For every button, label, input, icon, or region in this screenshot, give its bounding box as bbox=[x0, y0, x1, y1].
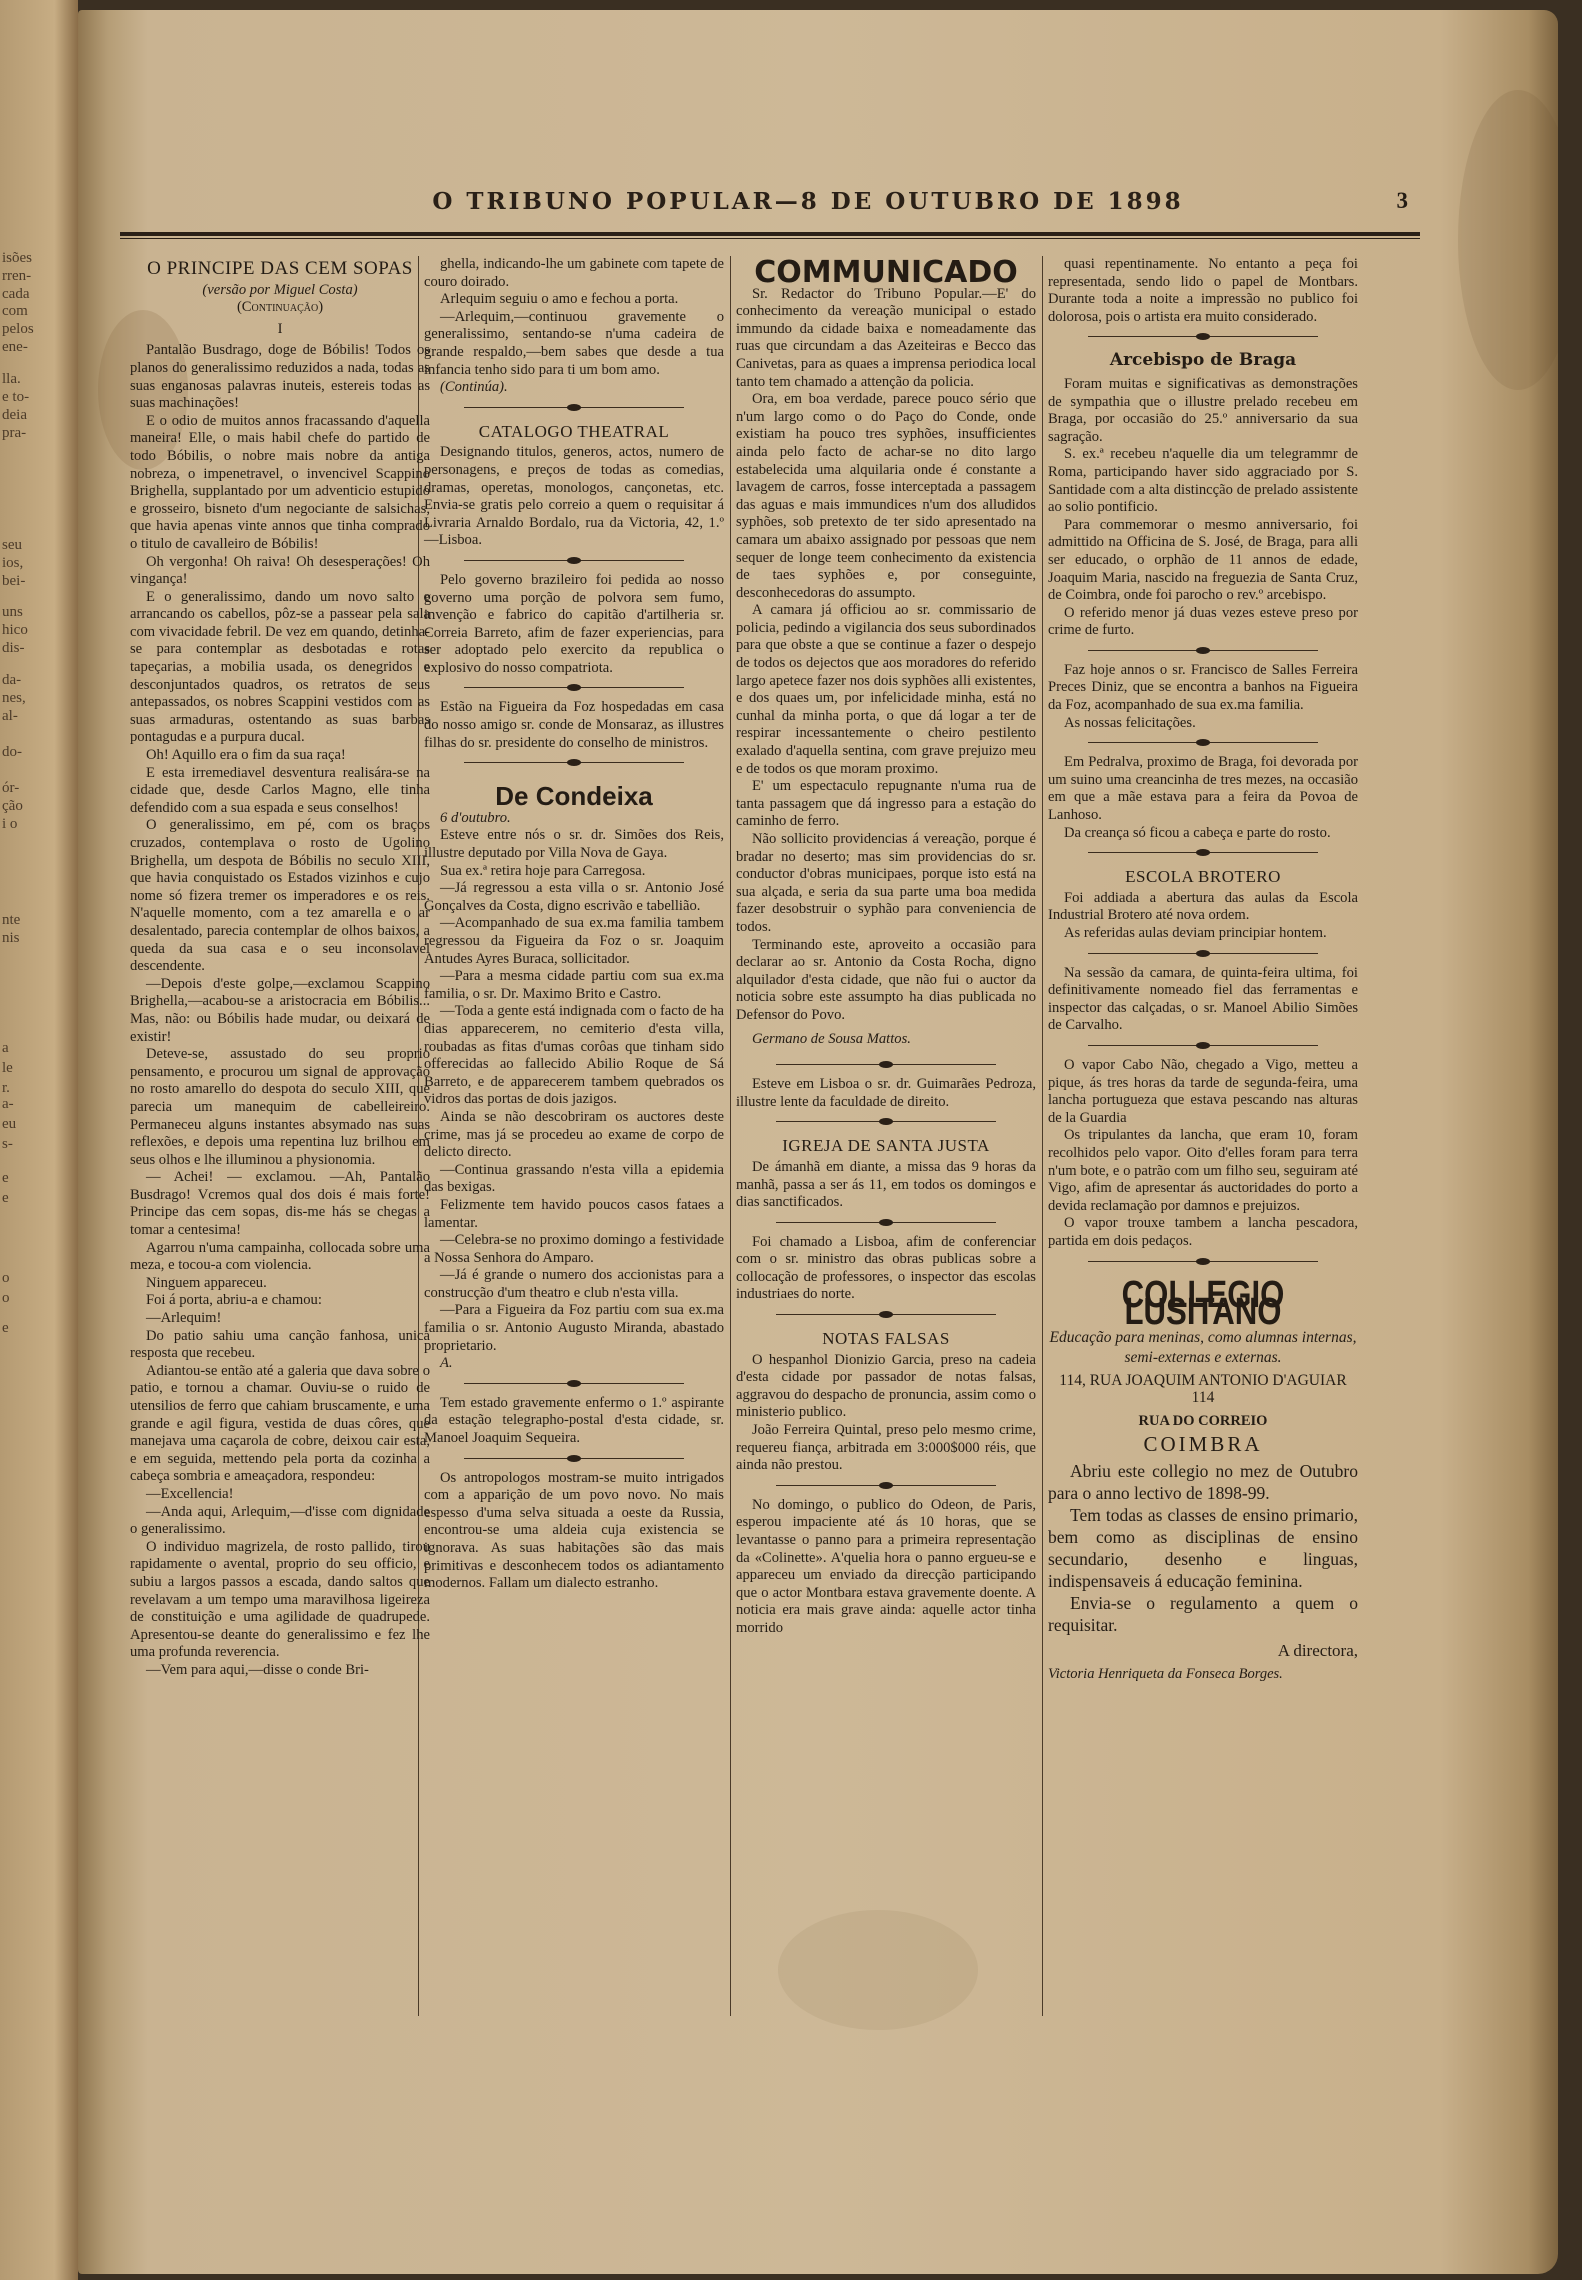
paragraph: Ora, em boa verdade, parece pouco sério que n'um largo como o do Paço do Conde, onde existiam ha pouco tres syphões, insufficientes ainda pelo facto de achar-se no dito largo estabelecida uma alquilaria onde é constante a lavagem de carros, fosse interceptada a passagem das aguas e mais immundices n'um dos alludidos syphões, sob pretexto de ter sido apresentado na camara um abaixo assignado por pessoas que nem sequer de longe teem conhecimento da existencia de taes syphões e, por conseguinte, desconhecedoras do assumpto. bbox=[736, 391, 1036, 601]
previous-page-fragment: lla. bbox=[2, 371, 21, 387]
separator bbox=[736, 1475, 1036, 1497]
paragraph: Pantalão Busdrago, doge de Bóbilis! Todos os planos do generalissimo reduzidos a nada, todas as suas enganosas palavras inuteis, estereis todas as suas machinações! bbox=[130, 342, 430, 412]
separator bbox=[424, 752, 724, 774]
paragraph: E' um espectaculo repugnante n'uma rua de tanta passagem que dá ingresso para a estação do caminho de ferro. bbox=[736, 778, 1036, 830]
previous-page-fragment: hico bbox=[2, 622, 28, 638]
previous-page-fragment: da- bbox=[2, 672, 22, 688]
page-number: 3 bbox=[1396, 188, 1408, 213]
odeon-continued: quasi repentinamente. No entanto a peça foi representada, sendo lido o papel de Montbars. Durante toda a noite a impressão no publico foi dolorosa, pois o artista era muito considerado. bbox=[1048, 256, 1358, 325]
previous-page-fragment: o bbox=[2, 1290, 10, 1306]
previous-page-fragment: a- bbox=[2, 1096, 14, 1112]
previous-page-fragment: e bbox=[2, 1170, 9, 1186]
column-1 bbox=[130, 256, 430, 1680]
continua-note: (Continúa). bbox=[440, 379, 508, 396]
separator bbox=[1048, 1035, 1358, 1057]
paragraph: Oh vergonha! Oh raiva! Oh desesperações! Oh vingança! bbox=[130, 553, 430, 588]
collegio-advertisement bbox=[1048, 1273, 1358, 1684]
previous-page-fragment: r. bbox=[2, 1080, 10, 1096]
paragraph: —Para a mesma cidade partiu com sua ex.ma familia, o sr. Dr. Maximo Brito e Castro. bbox=[424, 968, 724, 1002]
separator bbox=[736, 1304, 1036, 1326]
paragraph: Deteve-se, assustado do seu proprio pensamento, e procurou um signal de approvação no rosto amarello do despota do seculo XIII, que parecia um manequim de cabelleireiro. Permaneceu alguns instantes absymado nas suas reflexões, e depois uma repentina luz brilhou em seus olhos e lhe illuminou a physionomia. bbox=[130, 1046, 430, 1168]
previous-page-fragment: pra- bbox=[2, 425, 27, 441]
paragraph: Para commemorar o mesmo anniversario, foi admittido na Officina de S. José, de Braga, para alli ser educado, o orphão de 11 annos de edade, Joaquim Maria, nascido na freguezia de Santa Cruz, de Coimbra, onde foi parocho o rev.º arcebispo. bbox=[1048, 516, 1358, 604]
ad-name: Victoria Henriqueta da Fonseca Borges. bbox=[1048, 1665, 1283, 1682]
brotero-title: ESCOLA BROTERO bbox=[1125, 867, 1281, 887]
paragraph: —Celebra-se no proximo domingo a festividade a Nossa Senhora do Amparo. bbox=[424, 1232, 724, 1266]
serial-byline: (versão por Miguel Costa) bbox=[202, 281, 358, 298]
condeixa-text bbox=[424, 827, 724, 1355]
column-2 bbox=[424, 256, 724, 1593]
paragraph: Arlequim seguiu o amo e fechou a porta. bbox=[440, 291, 679, 308]
previous-page-fragment: ção bbox=[2, 798, 23, 814]
separator bbox=[424, 1373, 724, 1395]
camara-text: Na sessão da camara, de quinta-feira ultima, foi definitivamente nomeado fiel das ferramentas e inspector das calçadas, o sr. Manoel Abilio Simões de Carvalho. bbox=[1048, 964, 1358, 1034]
paragraph: ghella, indicando-lhe um gabinete com tapete de couro doirado. bbox=[424, 256, 724, 290]
paragraph: —Já regressou a esta villa o sr. Antonio José Gonçalves da Costa, digno escrivão e tabellião. bbox=[424, 880, 724, 914]
paragraph: —Excellencia! bbox=[146, 1485, 234, 1502]
vapor-text bbox=[1048, 1057, 1358, 1251]
separator bbox=[1048, 640, 1358, 662]
paragraph: Foram muitas e significativas as demonstrações de sympathia que o illustre prelado recebeu em Braga, por occasião do 25.º anniversario da sua sagração. bbox=[1048, 375, 1358, 445]
paragraph: —Vem para aqui,—disse o conde Bri- bbox=[146, 1661, 369, 1678]
previous-page-fragment: cada bbox=[2, 286, 30, 302]
paragraph: S. ex.ª recebeu n'aquelle dia um telegrammr de Roma, participando haver sido aggraciado por S. Santidade com a alta distincção de prelado assistente ao solio pontificio. bbox=[1048, 446, 1358, 516]
brotero-text bbox=[1048, 890, 1358, 943]
paragraph: Os tripulantes da lancha, que eram 10, foram recolhidos pelo vapor. Oito d'elles foram para terra n'um bote, e o patrão com um filho seu, seguiram até Vigo, afim de apresentar ás auctoridades do porto a devida reclamação por damnos e prejuizos. bbox=[1048, 1127, 1358, 1214]
anthropologists-text: Os antropologos mostram-se muito intrigados com a apparição de um povo novo. No mais espesso d'uma selva situada a oeste da Russia, encontrou-se uma aldeia cuja existencia se ignorava. As suas habitações são das mais primitivas e desconhecem todos os adiantamento modernos. Fallam um dialecto estranho. bbox=[424, 1469, 724, 1592]
previous-page-fragment: ene- bbox=[2, 339, 28, 355]
paragraph: —Já é grande o numero dos accionistas para a construcção d'um theatro e club n'esta villa. bbox=[424, 1267, 724, 1301]
ad-sign: A directora, bbox=[1277, 1641, 1358, 1661]
previous-page-fragment: ios, bbox=[2, 555, 24, 571]
previous-page-fragment: e to- bbox=[2, 389, 30, 405]
communicado-signature: Germano de Sousa Mattos. bbox=[752, 1030, 911, 1047]
previous-page-fragment: ór- bbox=[2, 780, 20, 796]
column-divider bbox=[730, 256, 731, 2016]
paragraph: Felizmente tem havido poucos casos fataes a lamentar. bbox=[424, 1196, 724, 1231]
column-4 bbox=[1048, 256, 1358, 1683]
paragraph: A camara já officiou ao sr. commissario de policia, pedindo a vigilancia dos seus subordinados para que obste a que se continue a fazer o despejo de todos os dejectos que aos moradores do referido largo apetece fazer nos dois syphões alli existentes, e dos quaes um, por infelicidade minha, está no cunhal da minha porta, o que dá logar a ter de respirar incessantemente o cheiro pestilento exalado d'aquella sentina, com grave prejuizo meu e de todos os que moram proximo. bbox=[736, 602, 1036, 777]
notas-title: NOTAS FALSAS bbox=[822, 1329, 950, 1349]
separator bbox=[736, 1111, 1036, 1133]
pedralva-text bbox=[1048, 754, 1358, 842]
figueira-text: Estão na Figueira da Foz hospedadas em casa do nosso amigo sr. conde de Monsaraz, as illustres filhas do sr. presidente do conselho de ministros. bbox=[424, 699, 724, 751]
paragraph: Ninguem appareceu. bbox=[146, 1274, 267, 1291]
paragraph: O individuo magrizela, de rosto pallido, tirou rapidamente o avental, proprio do seu officio, e subiu a largos passos a escada, dando saltos que revelavam a um tempo uma maravilhosa ligeireza de constituição e uma agilidade de quadrupede. Apresentou-se deante do generalissimo e fez lhe uma profunda reverencia. bbox=[130, 1538, 430, 1661]
previous-page-fragment: al- bbox=[2, 708, 18, 724]
serial-text bbox=[130, 342, 430, 1679]
communicado-text bbox=[736, 286, 1036, 1025]
previous-page-fragment: seu bbox=[2, 537, 22, 553]
previous-page-fragment: o bbox=[2, 1270, 10, 1286]
condeixa-date: 6 d'outubro. bbox=[440, 809, 511, 826]
paragraph: Foi addiada a abertura das aulas da Escola Industrial Brotero até nova ordem. bbox=[1048, 889, 1358, 924]
communicado-title: COMMUNICADO bbox=[754, 255, 1018, 290]
serial-chapter: I bbox=[277, 320, 283, 337]
separator bbox=[1048, 326, 1358, 348]
odeon-text: No domingo, o publico do Odeon, de Paris, esperou impaciente até ás 10 horas, que se levantasse o panno para a primeira representação da «Colinette». A'quelia hora o panno ergueu-se e appareceu um enviado da direcção participando que o actor Montbara estava gravemente doente. A noticia era mais grave ainda: aquelle actor tinha morrido bbox=[736, 1496, 1036, 1636]
justa-title: IGREJA DE SANTA JUSTA bbox=[782, 1136, 990, 1156]
previous-page-fragment: e bbox=[2, 1190, 9, 1206]
brazil-text: Pelo governo brazileiro foi pedida ao nosso governo uma porção de polvora sem fumo, invenção e fabrico do capitão d'artilheria sr. Correia Barreto, afim de fazer experiencias, para ser adoptado pelo exercito da republica o explosivo do nosso compatriota. bbox=[424, 571, 724, 676]
previous-page-fragment: isões bbox=[2, 250, 32, 266]
paragraph: —Arlequim! bbox=[146, 1310, 222, 1327]
previous-page-fragment: com bbox=[2, 303, 28, 319]
paragraph: As referidas aulas deviam principiar hontem. bbox=[1064, 925, 1327, 941]
previous-page-fragment: eu bbox=[2, 1116, 17, 1132]
braga-text bbox=[1048, 376, 1358, 640]
serial-continuation: (Continuação) bbox=[236, 299, 324, 316]
previous-page-fragment: bei- bbox=[2, 573, 26, 589]
paragraph: —Anda aqui, Arlequim,—d'isse com dignidade o generalissimo. bbox=[130, 1503, 430, 1538]
separator bbox=[424, 677, 724, 699]
paragraph: — Achei! — exclamou. —Ah, Pantalão Busdrago! Vcremos qual dos dois é mais forte! Principe das cem sopas, dis-me hás se chegas a tomar a centesima! bbox=[130, 1169, 430, 1239]
paragraph: Em Pedralva, proximo de Braga, foi devorada por um suino uma creancinha de tres mezes, na occasião em que a mãe estava para a feira da Povoa de Lanhoso. bbox=[1048, 754, 1358, 824]
paragraph: E esta irremediavel desventura realisára-se na cidade que, desde Carlos Magno, elle tinha defendido com a sua espada e seus conselhos! bbox=[130, 764, 430, 816]
paragraph: João Ferreira Quintal, preso pelo mesmo crime, requereu fiança, arbitrada em 3:000$000 réis, que ainda não prestou. bbox=[736, 1422, 1036, 1474]
newspaper-page bbox=[78, 10, 1558, 2274]
previous-page-fragment: e bbox=[2, 1320, 9, 1336]
separator bbox=[1048, 1251, 1358, 1273]
ad-subtitle: Educação para meninas, como alumnas internas, semi-externas e externas. bbox=[1049, 1328, 1357, 1366]
previous-page-fragment: nis bbox=[2, 930, 20, 946]
paragraph: O hespanhol Dionizio Garcia, preso na cadeia d'esta cidade por passador de notas falsas, aggravou do despacho de pronuncia, assim como o ministerio publico. bbox=[736, 1351, 1036, 1421]
paragraph: E o odio de muitos annos fracassando d'aquella maneira! Elle, o mais habil chefe do partido de todo Bóbilis, o nobre mais nobre da antiga nobreza, o impenetravel, o invencivel Scappino Brighella, supplantado por um adventicio estupido e grosseiro, bisneto d'um negociante de salsichas, que havia apenas vinte annos que tinha comprado o titulo de cavalleiro de Bóbilis! bbox=[130, 412, 430, 552]
ad-body bbox=[1048, 1460, 1358, 1636]
paragraph: Sr. Redactor do Tribuno Popular.—E' do conhecimento da vereação municipal o estado immundo da cidade baixa e nomeadamente das ruas que circundam a das Azeiteiras e Becco das Canivetas, para as quaes a imprensa periodica local tanto tem chamado a attenção da policia. bbox=[736, 285, 1036, 390]
separator bbox=[424, 550, 724, 572]
separator bbox=[736, 1212, 1036, 1234]
separator bbox=[1048, 943, 1358, 965]
ad-street: RUA DO CORREIO bbox=[1138, 1412, 1268, 1429]
ad-city: COIMBRA bbox=[1143, 1432, 1263, 1457]
separator bbox=[424, 1448, 724, 1470]
header-rule bbox=[120, 232, 1420, 239]
ad-paragraph: Tem todas as classes de ensino primario, bem como as disciplinas de ensino secundario, desenho e linguas, indispensaveis á educação feminina. bbox=[1048, 1505, 1358, 1592]
catalog-text: Designando titulos, generos, actos, numero de personagens, e preços de todas as comedias, dramas, operetas, monologos, cançonetas, etc. Envia-se gratis pelo correio a quem o requisitar á Livraria Arnaldo Bordalo, rua da Victoria, 42, 1.º—Lisboa. bbox=[424, 444, 724, 549]
condeixa-sign: A. bbox=[440, 1355, 453, 1372]
previous-page-edge bbox=[0, 0, 78, 2280]
paragraph: Do patio sahiu uma canção fanhosa, unica resposta que recebeu. bbox=[130, 1327, 430, 1362]
notas-text bbox=[736, 1352, 1036, 1475]
justa-text: De ámanhã em diante, a missa das 9 horas da manhã, passa a ser ás 11, em todos os domingos e dias sanctificados. bbox=[736, 1158, 1036, 1211]
previous-page-fragment: s- bbox=[2, 1136, 13, 1152]
previous-page-fragment: uns bbox=[2, 604, 23, 620]
paragraph: Oh! Aquillo era o fim da sua raça! bbox=[146, 747, 346, 764]
serial-text-continued bbox=[424, 256, 724, 379]
paragraph: —Toda a gente está indignada com o facto de ha dias apparecerem, no cemiterio d'esta villa, roubadas as fitas d'umas corôas que tinham sido offerecidas ao fallecido Abilio Roque de Sá Barreto, e de apparecerem tambem quebrados os vidros das portas de dois jazigos. bbox=[424, 1003, 724, 1108]
paragraph: O vapor trouxe tambem a lancha pescadora, partida em dois pedaços. bbox=[1048, 1215, 1358, 1249]
previous-page-fragment: deia bbox=[2, 407, 27, 423]
ad-title: COLLEGIO LUSITANO bbox=[1121, 1273, 1285, 1334]
column-divider bbox=[1042, 256, 1043, 2016]
ad-paragraph: Envia-se o regulamento a quem o requisitar. bbox=[1048, 1593, 1358, 1636]
catalog-title: CATALOGO THEATRAL bbox=[478, 421, 670, 441]
ad-address: 114, RUA JOAQUIM ANTONIO D'AGUIAR 114 bbox=[1059, 1371, 1347, 1407]
previous-page-fragment: do- bbox=[2, 744, 22, 760]
previous-page-fragment: a bbox=[2, 1040, 9, 1056]
serial-title: O PRINCIPE DAS CEM SOPAS bbox=[147, 258, 413, 279]
telegraph-text: Tem estado gravemente enfermo o 1.º aspirante da estação telegrapho-postal d'esta cidade, sr. Manoel Joaquim Sequeira. bbox=[424, 1394, 724, 1447]
paragraph: —Para a Figueira da Foz partiu com sua ex.ma familia o sr. Antonio Augusto Miranda, abastado proprietario. bbox=[424, 1302, 724, 1354]
paragraph: Faz hoje annos o sr. Francisco de Salles Ferreira Preces Diniz, que se encontra a banhos na Figueira da Foz, acompanhado de sua ex.ma familia. bbox=[1048, 661, 1358, 714]
paragraph: Não sollicito providencias á vereação, porque é bradar no deserto; mas sim providencias do sr. conductor d'obras municipaes, porque isto está na sua alçada, e seria da sua parte uma boa medida fazer desobstruir o syphão para conveniencia de todos. bbox=[736, 831, 1036, 935]
paragraph: O vapor Cabo Não, chegado a Vigo, metteu a pique, ás tres horas da tarde de segunda-feira, uma lancha portugueza que estava pescando nas alturas de la Guardia bbox=[1048, 1056, 1358, 1126]
separator bbox=[1048, 842, 1358, 864]
paragraph: As nossas felicitações. bbox=[1064, 714, 1196, 731]
paragraph: Adiantou-se então até a galeria que dava sobre o patio, e tornou a chamar. Ouviu-se o ruido de utensilios de ferro que cahiam bruscamente, e uma grande e agil figura, vestida de duas côres, que manejava uma caçarola de cobre, deixou cair esta, e em seguida, mettendo pela porta da cozinha a cabeça sombria e ameaçadora, respondeu: bbox=[130, 1362, 430, 1485]
braga-title: Arcebispo de Braga bbox=[1109, 350, 1297, 371]
lisboa-text: Foi chamado a Lisboa, afim de conferenciar com o sr. ministro das obras publicas sobre a collocação de professores, o inspector das escolas industriaes do norte. bbox=[736, 1233, 1036, 1303]
paragraph: Ainda se não descobriram os auctores deste crime, mas já se procedeu ao exame de corpo de delicto directo. bbox=[424, 1108, 724, 1161]
ad-paragraph: Abriu este collegio no mez de Outubro para o anno lectivo de 1898-99. bbox=[1048, 1461, 1358, 1504]
guimaraes-text: Esteve em Lisboa o sr. dr. Guimarães Pedroza, illustre lente da faculdade de direito. bbox=[736, 1076, 1036, 1110]
previous-page-fragment: le bbox=[2, 1060, 13, 1076]
paragraph: Sua ex.ª retira hoje para Carregosa. bbox=[440, 862, 646, 879]
paragraph: E o generalissimo, dando um novo salto e arrancando os cabellos, pôz-se a passear pela sala com vivacidade febril. De vez em quando, detinha-se para contemplar as desbotadas e rotas tapeçarias, a mobilia usada, os denegridos e desconjuntados quadros, os retratos de seus antepassados, os nobres Scappini vestidos com as suas armaduras, ostentando as suas barbas pontagudas e a purpura ducal. bbox=[130, 588, 430, 746]
annos-text bbox=[1048, 662, 1358, 732]
page-header bbox=[78, 184, 1558, 224]
previous-page-fragment: nes, bbox=[2, 690, 26, 706]
paragraph: O referido menor já duas vezes esteve preso por crime de furto. bbox=[1048, 604, 1358, 639]
paragraph: —Continua grassando n'esta villa a epidemia das bexigas. bbox=[424, 1161, 724, 1196]
previous-page-fragment: nte bbox=[2, 912, 21, 928]
paragraph: —Acompanhado de sua ex.ma familia tambem regressou da Figueira da Foz o sr. Joaquim Antudes Ayres Buraca, sollicitador. bbox=[424, 915, 724, 967]
paragraph: Agarrou n'uma campainha, collocada sobre uma meza, e tocou-a com violencia. bbox=[130, 1239, 430, 1274]
paragraph: Terminando este, aproveito a occasião para declarar ao sr. Antonio da Costa Rocha, digno alquilador d'esta cidade, que não fui o auctor da noticia sobre este assumpto ha dias publicada no Defensor do Povo. bbox=[736, 936, 1036, 1023]
separator bbox=[1048, 732, 1358, 754]
separator bbox=[424, 397, 724, 419]
header-title: O TRIBUNO POPULAR—8 DE OUTUBRO DE 1898 bbox=[432, 188, 1184, 215]
paragraph: Esteve entre nós o sr. dr. Simões dos Reis, illustre deputado por Villa Nova de Gaya. bbox=[424, 827, 724, 862]
paragraph: —Depois d'este golpe,—exclamou Scappino Brighella,—acabou-se a aristocracia em Bóbilis... Mas, não: ou Bóbilis hade mudar, ou deixará de existir! bbox=[130, 975, 430, 1045]
previous-page-fragment: dis- bbox=[2, 640, 25, 656]
separator bbox=[736, 1054, 1036, 1076]
paragraph: Foi á porta, abriu-a e chamou: bbox=[146, 1292, 322, 1309]
paragraph: Da creança só ficou a cabeça e parte do rosto. bbox=[1064, 824, 1331, 841]
paragraph: —Arlequim,—continuou gravemente o generalissimo, sentando-se n'uma cadeira de grande respaldo,—bem sabes que desde a tua infancia tenho sido para ti um bom amo. bbox=[424, 308, 724, 378]
previous-page-fragment: pelos bbox=[2, 321, 34, 337]
column-3 bbox=[736, 256, 1036, 1638]
paragraph: O generalissimo, em pé, com os braços cruzados, contemplava o rosto de Ugolino Brighella, um despota de Bóbilis no seculo XIII, que havia conquistado os Estados vizinhos e cujo nome só fizera tremer os imperadores e os reis. N'aquelle momento, com a tez amarella e o ar desalentado, parecia contemplar de olhos baixos, a queda da sua casa e o seu inconsolavel descendente. bbox=[130, 817, 430, 975]
previous-page-fragment: i o bbox=[2, 816, 18, 832]
previous-page-fragment: rren- bbox=[2, 268, 32, 284]
condeixa-title: De Condeixa bbox=[495, 781, 653, 812]
